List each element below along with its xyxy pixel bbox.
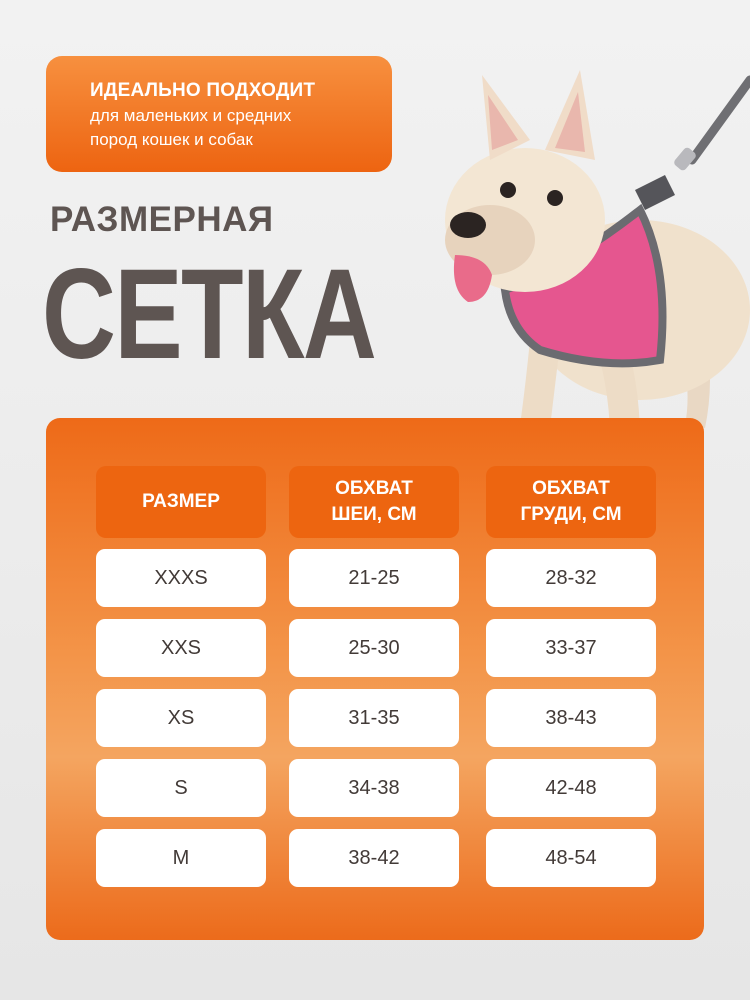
cell-chest: 42-48 bbox=[486, 759, 656, 817]
cell-neck: 21-25 bbox=[289, 549, 459, 607]
promo-line-1: для маленьких и средних bbox=[90, 106, 292, 125]
cell-size: XXXS bbox=[96, 549, 266, 607]
header-size: РАЗМЕР bbox=[96, 466, 266, 538]
cell-chest: 33-37 bbox=[486, 619, 656, 677]
dog-in-harness-image bbox=[430, 40, 750, 440]
promo-title: ИДЕАЛЬНО ПОДХОДИТ bbox=[90, 80, 316, 101]
promo-line-2: пород кошек и собак bbox=[90, 130, 253, 149]
heading-big: СЕТКА bbox=[42, 243, 376, 386]
header-neck: ОБХВАТ ШЕИ, СМ bbox=[289, 466, 459, 538]
cell-size: XS bbox=[96, 689, 266, 747]
heading-small: РАЗМЕРНАЯ bbox=[50, 200, 274, 239]
cell-size: S bbox=[96, 759, 266, 817]
size-chart-panel bbox=[46, 418, 704, 940]
cell-neck: 25-30 bbox=[289, 619, 459, 677]
cell-chest: 48-54 bbox=[486, 829, 656, 887]
cell-neck: 38-42 bbox=[289, 829, 459, 887]
promo-banner bbox=[46, 56, 392, 172]
header-chest: ОБХВАТ ГРУДИ, СМ bbox=[486, 466, 656, 538]
cell-chest: 38-43 bbox=[486, 689, 656, 747]
cell-neck: 34-38 bbox=[289, 759, 459, 817]
cell-size: XXS bbox=[96, 619, 266, 677]
cell-neck: 31-35 bbox=[289, 689, 459, 747]
cell-chest: 28-32 bbox=[486, 549, 656, 607]
cell-size: M bbox=[96, 829, 266, 887]
